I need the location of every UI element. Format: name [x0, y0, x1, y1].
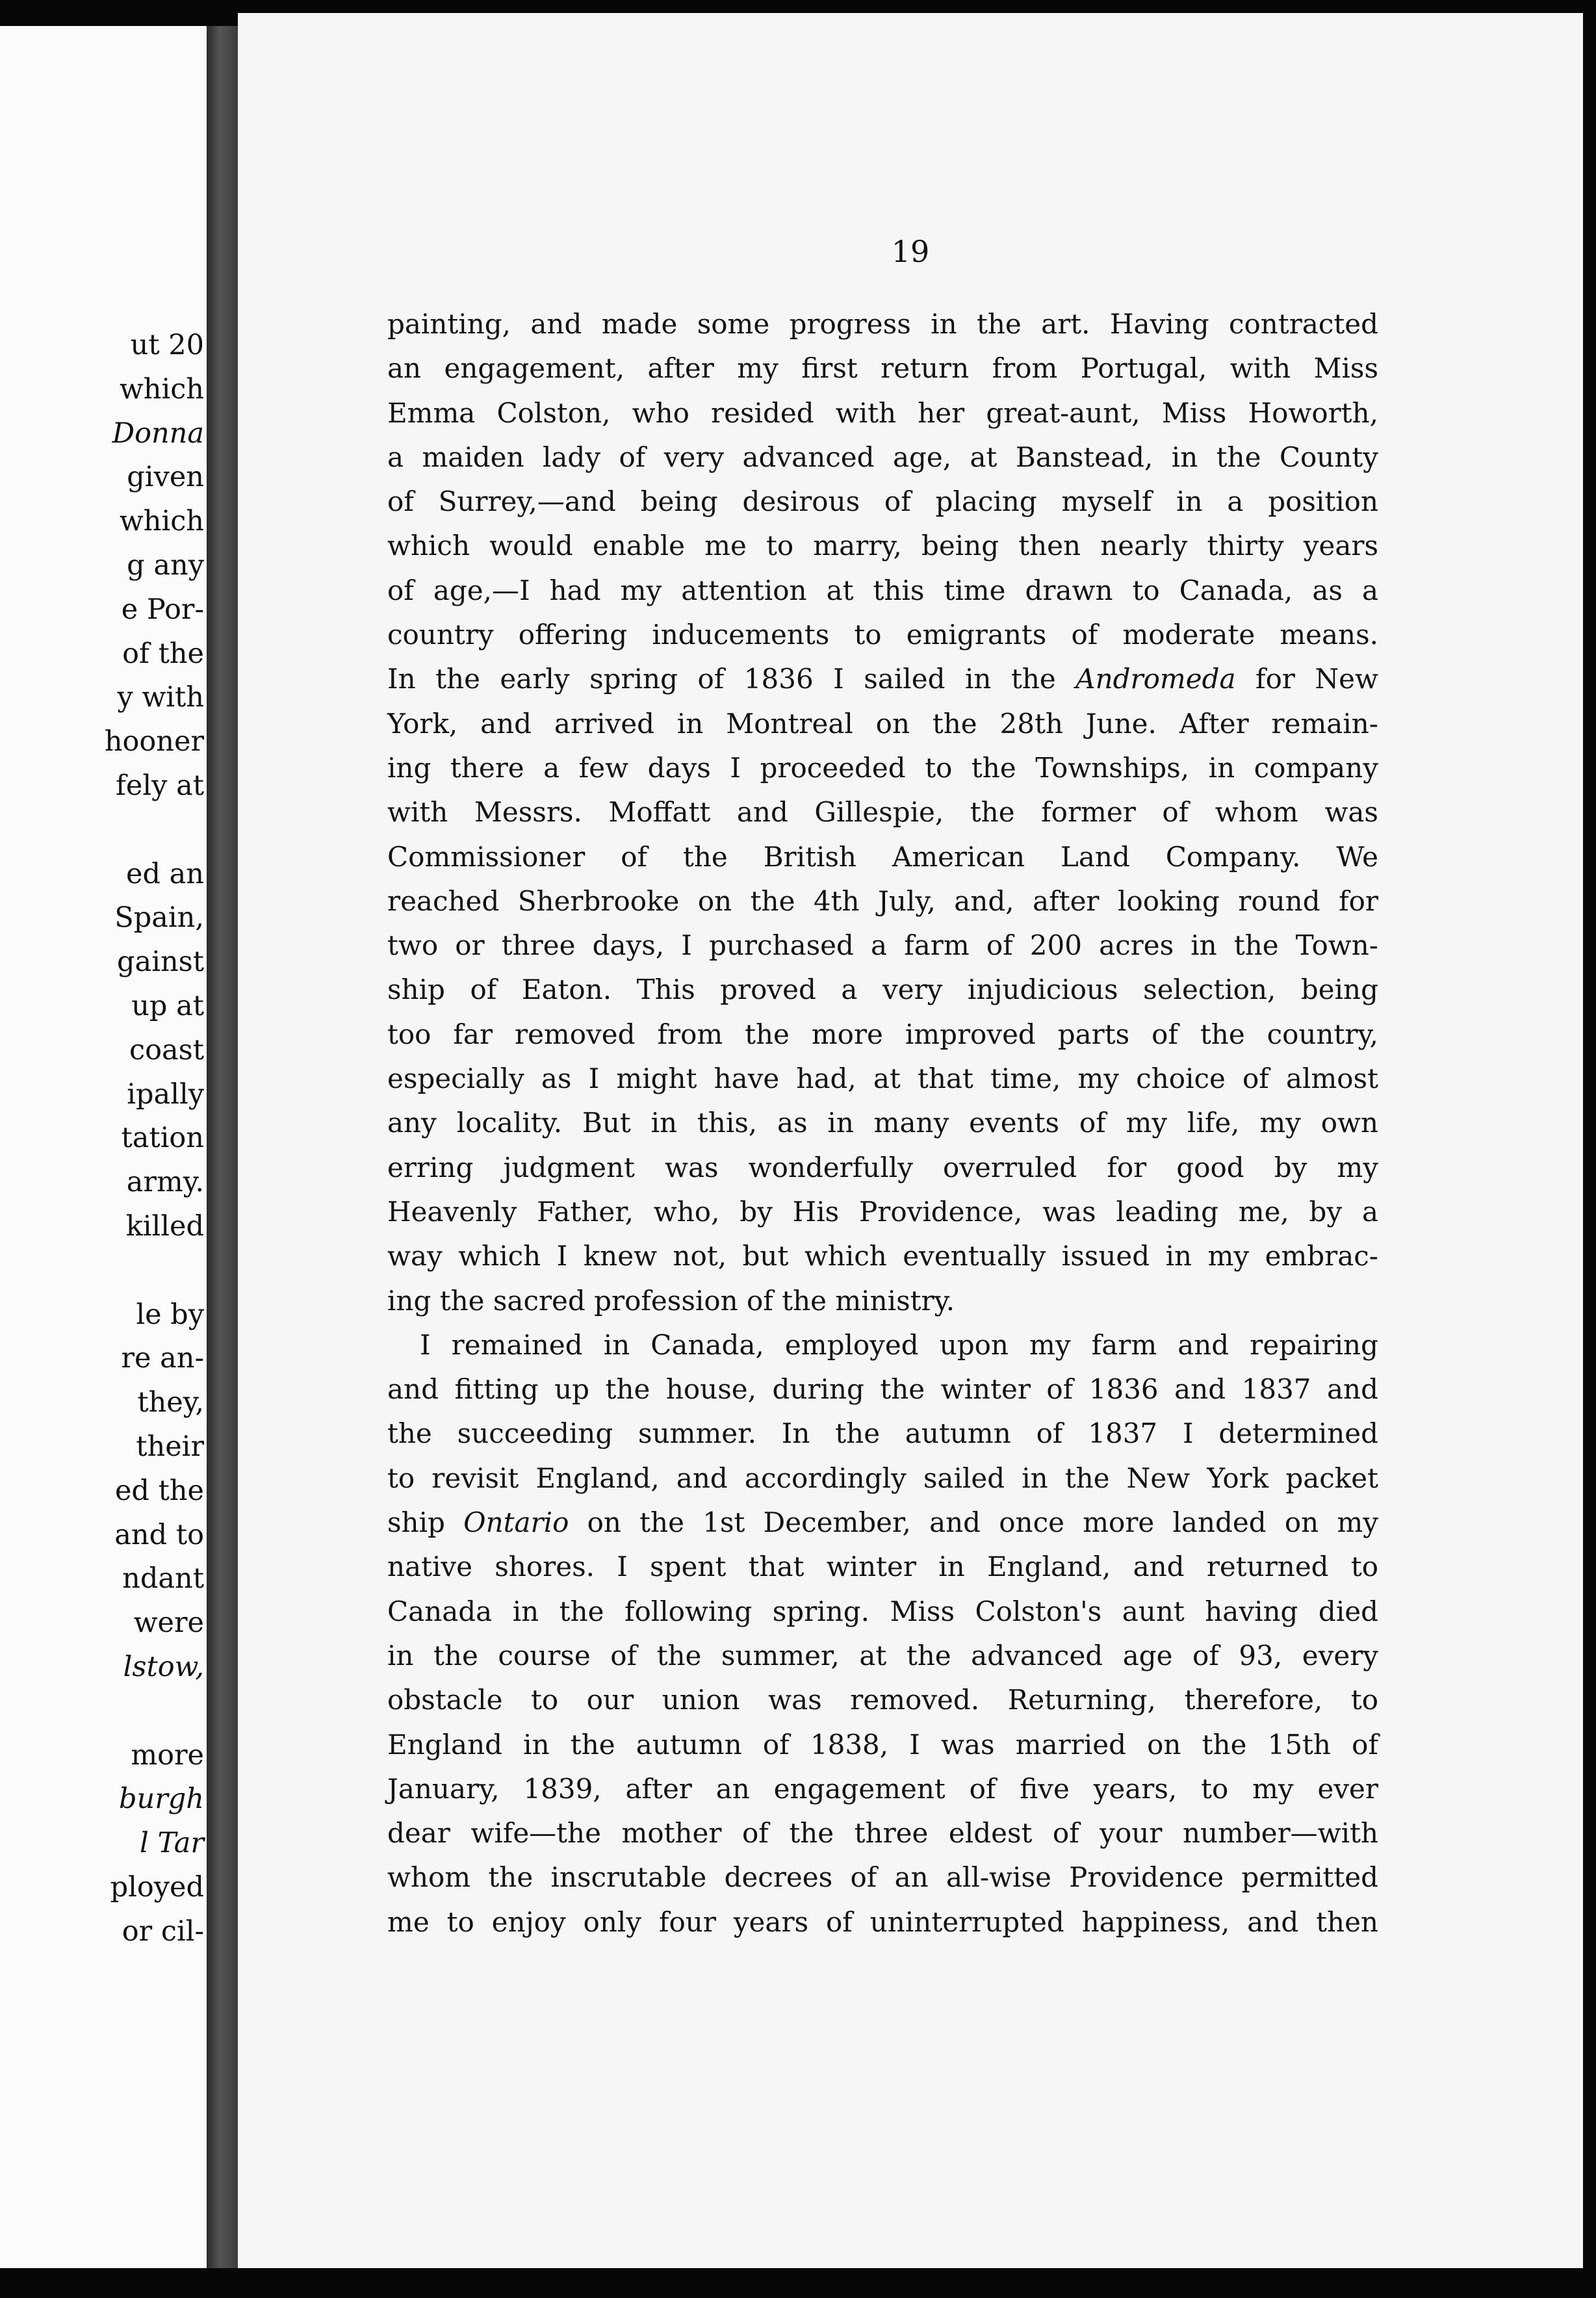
text-line: which would enable me to marry, being then nearly thirty years — [387, 530, 1378, 562]
facing-page-line: ipally — [127, 1078, 204, 1111]
text-line: two or three days, I purchased a farm of 200 acres in the Town- — [387, 929, 1378, 962]
facing-page-line: fely at — [116, 769, 204, 802]
facing-page-line: e Por- — [121, 593, 204, 626]
ship-name: Ontario — [463, 1506, 569, 1539]
facing-page-line: le by — [136, 1298, 204, 1331]
text-line: and fitting up the house, during the winter of 1836 and 1837 and — [387, 1373, 1378, 1406]
facing-page-line: of the — [122, 637, 204, 670]
text-line: of Surrey,—and being desirous of placing myself in a position — [387, 485, 1378, 518]
text-line: especially as I might have had, at that time, my choice of almost — [387, 1063, 1378, 1095]
text-line: too far removed from the more improved parts of the country, — [387, 1018, 1378, 1050]
facing-page-line: more — [131, 1738, 204, 1772]
text-line: I remained in Canada, employed upon my farm and repairing — [420, 1328, 1378, 1361]
facing-page-line: their — [136, 1430, 204, 1463]
text-line: January, 1839, after an engagement of five years, to my ever — [387, 1772, 1378, 1805]
facing-page-line: ndant — [122, 1562, 204, 1595]
facing-page-line: which — [119, 505, 204, 538]
text-line: erring judgment was wonderfully overruled for good by my — [387, 1151, 1378, 1183]
text-line: country offering inducements to emigrants of moderate means. — [387, 619, 1378, 651]
text-line: an engagement, after my first return from Portugal, with Miss — [387, 352, 1378, 385]
facing-page-fragment — [0, 26, 209, 2268]
ship-name: Andromeda — [1075, 663, 1236, 695]
text-line: painting, and made some progress in the art. Having contracted — [387, 308, 1378, 340]
text-line: dear wife—the mother of the three eldest of your number—with — [387, 1817, 1378, 1850]
facing-page-line: tation — [121, 1122, 204, 1155]
facing-page-line: ed the — [114, 1474, 204, 1507]
facing-page-line: were — [133, 1607, 204, 1640]
facing-page-line: y with — [117, 681, 204, 714]
text-line: ship of Eaton. This proved a very injudicious selection, being — [387, 974, 1378, 1006]
text-line: of age,—I had my attention at this time drawn to Canada, as a — [387, 574, 1378, 606]
text-line: native shores. I spent that winter in England, and returned to — [387, 1551, 1378, 1583]
text-line: any locality. But in this, as in many events of my life, my own — [387, 1107, 1378, 1139]
text-line: York, and arrived in Montreal on the 28th June. After remain- — [387, 707, 1378, 740]
facing-page-line: killed — [125, 1210, 204, 1243]
text-line: with Messrs. Moffatt and Gillespie, the former of whom was — [387, 796, 1378, 829]
facing-page-line: l Tar — [140, 1827, 204, 1860]
text-line: the succeeding summer. In the autumn of 1837 I determined — [387, 1417, 1378, 1450]
page-body-text — [387, 302, 1378, 1944]
facing-page-line: and to — [114, 1518, 204, 1551]
text-line: Commissioner of the British American Land Company. We — [387, 840, 1378, 873]
facing-page-line: given — [127, 461, 204, 494]
text-line: ing the sacred profession of the ministry. — [387, 1284, 955, 1317]
text-line: ship Ontario on the 1st December, and once more landed on my — [387, 1506, 1378, 1539]
text-line: England in the autumn of 1838, I was married on the 15th of — [387, 1728, 1378, 1761]
text-line: me to enjoy only four years of uninterrupted happiness, and then — [387, 1905, 1378, 1938]
text-line: obstacle to our union was removed. Returning, therefore, to — [387, 1684, 1378, 1716]
facing-page-line: ut 20 — [130, 329, 204, 361]
facing-page-line: or cil- — [122, 1915, 204, 1948]
text-line: way which I knew not, but which eventually issued in my embrac- — [387, 1240, 1378, 1272]
facing-page-line: burgh — [119, 1783, 204, 1816]
text-line: to revisit England, and accordingly sailed in the New York packet — [387, 1462, 1378, 1494]
text-line: whom the inscrutable decrees of an all-wise Providence permitted — [387, 1861, 1378, 1894]
text-line: reached Sherbrooke on the 4th July, and, after looking round for — [387, 884, 1378, 917]
facing-page-line: re an- — [121, 1342, 204, 1375]
text-line: Emma Colston, who resided with her great-aunt, Miss Howorth, — [387, 396, 1378, 429]
text-line: Heavenly Father, who, by His Providence, was leading me, by a — [387, 1195, 1378, 1228]
text-line: in the course of the summer, at the advanced age of 93, every — [387, 1639, 1378, 1672]
facing-page-line: g any — [127, 549, 204, 582]
facing-page-line: ed an — [126, 857, 204, 890]
facing-page-line: hooner — [104, 725, 204, 758]
facing-page-line: up at — [131, 990, 204, 1022]
facing-page-line: coast — [129, 1033, 204, 1066]
facing-page-line: Donna — [112, 417, 204, 450]
book-gutter — [207, 26, 239, 2268]
text-line: ing there a few days I proceeded to the Townships, in company — [387, 751, 1378, 784]
facing-page-line: lstow, — [123, 1651, 204, 1683]
text-line: Canada in the following spring. Miss Colston's aunt having died — [387, 1595, 1378, 1627]
facing-page-line: army. — [126, 1166, 204, 1199]
book-page — [238, 13, 1583, 2268]
text-line: a maiden lady of very advanced age, at Banstead, in the County — [387, 441, 1378, 473]
facing-page-line: gainst — [117, 946, 204, 979]
facing-page-line: which — [119, 372, 204, 406]
facing-page-line: ployed — [110, 1871, 204, 1904]
page-number: 19 — [891, 234, 930, 269]
facing-page-line: Spain, — [114, 901, 204, 935]
facing-page-line: they, — [137, 1386, 204, 1419]
text-line: In the early spring of 1836 I sailed in the Andromeda for New — [387, 663, 1378, 695]
